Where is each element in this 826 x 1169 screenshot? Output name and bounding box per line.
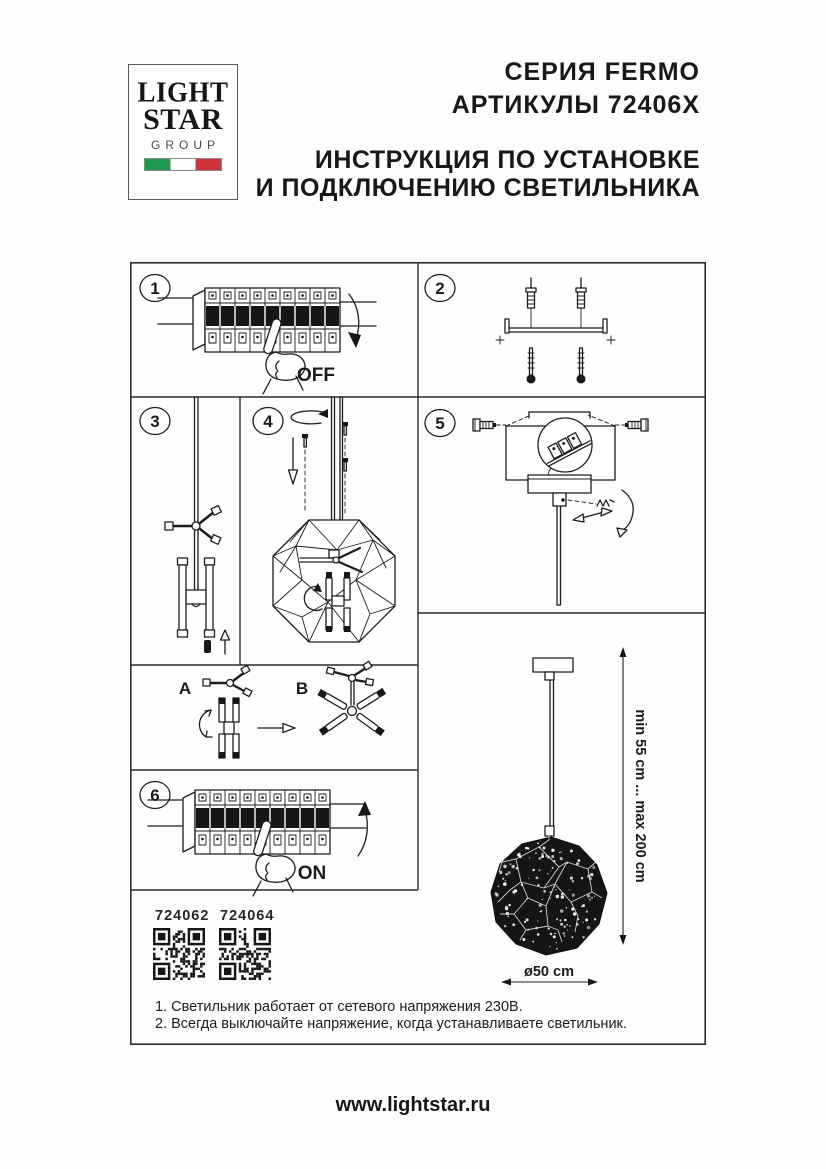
wall-anchor-icon bbox=[526, 278, 586, 308]
rotate-canopy-arrow-icon bbox=[617, 490, 633, 537]
panel-grid bbox=[130, 262, 706, 1044]
on-label: ON bbox=[297, 863, 327, 884]
diameter-dimension bbox=[501, 964, 598, 986]
step1-number: 1 bbox=[150, 279, 160, 298]
shade-wireframe-diagram bbox=[273, 397, 395, 642]
circuit-breaker-diagram bbox=[158, 288, 376, 394]
logo-text-group: GROUP bbox=[150, 138, 220, 152]
pendant-canopy bbox=[533, 658, 573, 672]
qr-code-724062 bbox=[153, 928, 205, 980]
screw-direction-arrows-icon bbox=[573, 508, 612, 522]
step6-badge bbox=[140, 782, 170, 809]
step3-number: 3 bbox=[150, 412, 160, 431]
fold-arrow-icon bbox=[199, 710, 212, 737]
suspension-rod bbox=[557, 506, 561, 605]
article-code-1: 724062 bbox=[155, 908, 210, 924]
lamp-tube-assembly-icon bbox=[178, 558, 215, 637]
variant-b-label: B bbox=[295, 679, 309, 698]
step4-badge bbox=[253, 408, 283, 435]
height-range-label: min 55 cm ... max 200 cm bbox=[632, 709, 648, 883]
series-title: СЕРИЯ FERMO bbox=[504, 58, 700, 86]
height-dimension bbox=[620, 647, 649, 945]
instruction-title-line1: ИНСТРУКЦИЯ ПО УСТАНОВКЕ bbox=[314, 146, 700, 174]
step6-number: 6 bbox=[150, 786, 160, 805]
off-label: OFF bbox=[297, 365, 335, 386]
installation-diagram bbox=[130, 262, 706, 1045]
lightstar-logo bbox=[128, 64, 238, 200]
mount-screw-right-icon bbox=[625, 419, 648, 431]
spreader-bracket-icon bbox=[165, 506, 221, 545]
rotate-arrow-icon bbox=[291, 409, 328, 424]
mount-detail-diagram bbox=[473, 412, 648, 605]
note-line-2: 2. Всегда выключайте напряжение, когда устанавливаете светильник. bbox=[155, 1016, 627, 1032]
pendant-rod bbox=[550, 680, 554, 826]
a-to-b-arrow-icon bbox=[258, 724, 295, 733]
article-code-2: 724064 bbox=[220, 908, 275, 924]
italian-flag-icon bbox=[144, 158, 222, 171]
set-screw-icon bbox=[568, 500, 614, 506]
shade-screw-icon bbox=[302, 422, 348, 514]
note-line-1: 1. Светильник работает от сетевого напряжения 230В. bbox=[155, 999, 523, 1015]
mounting-screw-icon bbox=[527, 348, 586, 384]
step2-number: 2 bbox=[435, 279, 445, 298]
rod-spreader-diagram bbox=[165, 397, 230, 654]
flag-white-stripe bbox=[171, 159, 196, 170]
variant-a-diagram bbox=[199, 665, 251, 758]
step4-number: 4 bbox=[263, 412, 273, 431]
mounting-hardware-diagram bbox=[496, 278, 615, 384]
logo-text-star: STAR bbox=[143, 103, 223, 136]
diameter-label: ø50 cm bbox=[524, 964, 574, 980]
instruction-title-line2: И ПОДКЛЮЧЕНИЮ СВЕТИЛЬНИКА bbox=[255, 174, 700, 202]
variant-a-label: A bbox=[178, 679, 192, 698]
variant-b-diagram bbox=[317, 661, 386, 736]
instruction-title bbox=[256, 146, 700, 202]
title-block bbox=[256, 56, 700, 202]
step5-badge bbox=[425, 410, 455, 437]
flag-red-stripe bbox=[195, 159, 221, 170]
step3-badge bbox=[140, 408, 170, 435]
canopy-icon bbox=[528, 475, 591, 506]
mount-screw-left-icon bbox=[473, 419, 496, 431]
pendant-shade bbox=[491, 832, 607, 955]
pendant-overview-diagram bbox=[491, 647, 648, 986]
website-link: www.lightstar.ru bbox=[335, 1094, 491, 1116]
breaker-top-terminals bbox=[209, 292, 336, 299]
flag-green-stripe bbox=[145, 159, 171, 170]
articles-title: АРТИКУЛЫ 72406X bbox=[451, 91, 700, 119]
qr-code-724064 bbox=[219, 928, 271, 980]
insert-arrow-icon bbox=[289, 438, 298, 484]
step2-badge bbox=[425, 275, 455, 302]
mounting-bracket-icon bbox=[496, 319, 615, 344]
wireframe-shade-icon bbox=[273, 520, 395, 642]
step5-number: 5 bbox=[435, 414, 445, 433]
logo-text-light: LIGHT bbox=[137, 76, 229, 108]
